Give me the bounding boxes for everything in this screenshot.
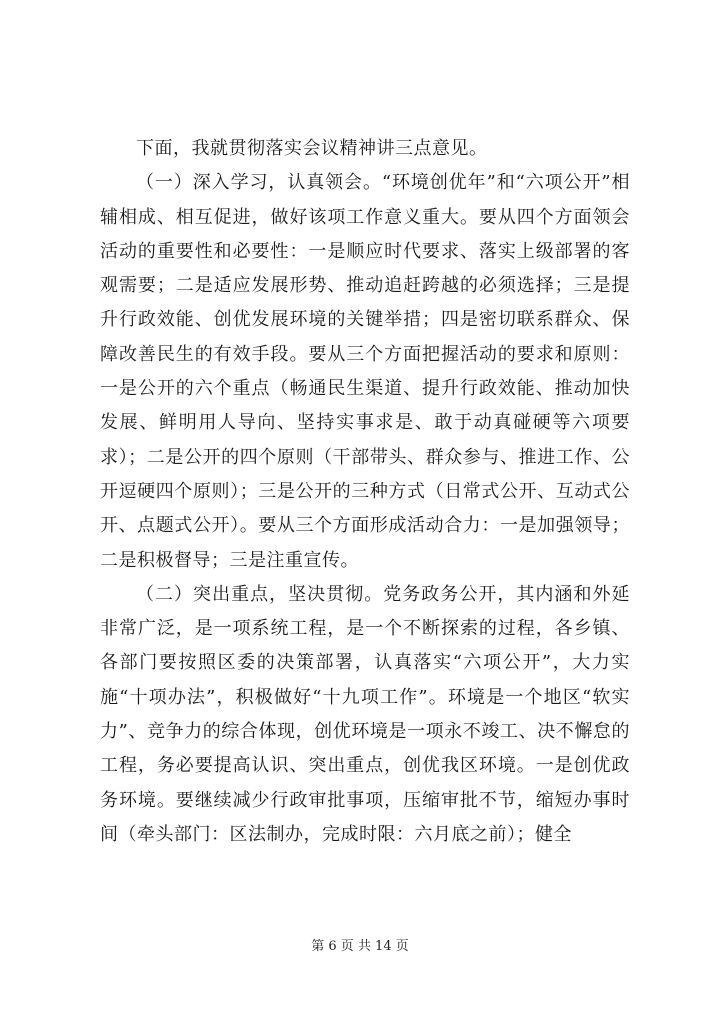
document-body — [100, 132, 630, 852]
paragraph-section-1: （一）深入学习，认真领会。“环境创优年”和“六项公开”相辅相成、相互促进，做好该项工作意义重大。要从四个方面领会活动的重要性和必要性：一是顺应时代要求、落实上级部署的客观需要；二是适应发展形势、推动追赶跨越的必须选择；三是提升行政效能、创优发展环境的关键举措；四是密切联系群众、保障改善民生的有效手段。要从三个方面把握活动的要求和原则：一是公开的六个重点（畅通民生渠道、提升行政效能、推动加快发展、鲜明用人导向、坚持实事求是、敢于动真碰硬等六项要求）；二是公开的四个原则（干部带头、群众参与、推进工作、公开逗硬四个原则）；三是公开的三种方式（日常式公开、互动式公开、点题式公开）。要从三个方面形成活动合力：一是加强领导；二是积极督导；三是注重宣传。 — [100, 172, 630, 571]
paragraph-section-2: （二）突出重点，坚决贯彻。党务政务公开，其内涵和外延非常广泛，是一项系统工程，是一个不断探索的过程，各乡镇、各部门要按照区委的决策部署，认真落实“六项公开”，大力实施“十项办法”，积极做好“十九项工作”。环境是一个地区“软实力”、竞争力的综合体现，创优环境是一项永不竣工、决不懈怠的工程，务必要提高认识、突出重点，创优我区环境。一是创优政务环境。要继续减少行政审批事项，压缩审批不节，缩短办事时间（牵头部门：区法制办，完成时限：六月底之前）；健全 — [100, 583, 630, 845]
page-number-footer: 第 6 页 共 14 页 — [311, 939, 409, 954]
paragraph-intro: 下面，我就贯彻落实会议精神讲三点意见。 — [136, 138, 488, 159]
